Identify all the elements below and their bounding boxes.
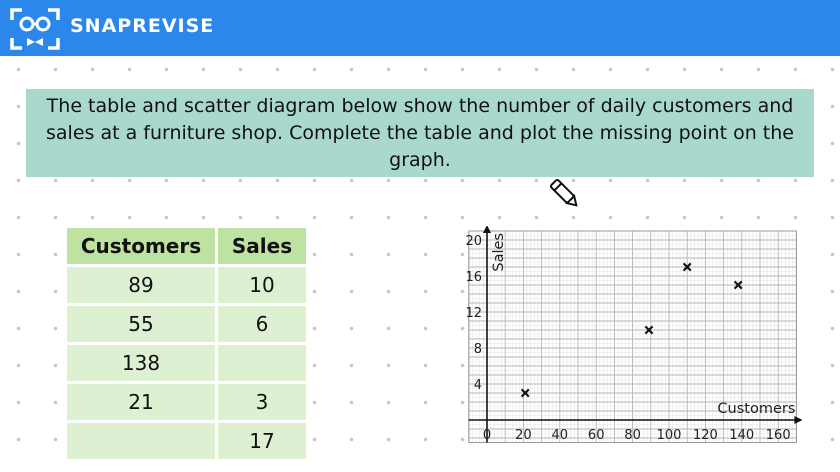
- logo-face-icon: [10, 8, 60, 50]
- x-tick-label: 60: [587, 428, 605, 443]
- y-tick-label: 12: [465, 306, 482, 321]
- header-bar: [0, 0, 840, 56]
- table-row: [67, 306, 306, 342]
- cell-customers: 21: [67, 384, 215, 420]
- y-axis-arrow: [483, 226, 491, 233]
- y-axis-label: Sales: [491, 233, 507, 272]
- table-row: [67, 384, 306, 420]
- header-sales: Sales: [218, 228, 306, 264]
- y-tick-label: 16: [465, 270, 482, 285]
- table-header-row: [67, 228, 306, 264]
- x-tick-label: 80: [624, 428, 641, 443]
- x-tick-label: 140: [729, 428, 755, 443]
- data-table: [64, 225, 309, 462]
- x-tick-label: 100: [656, 428, 682, 443]
- question-text: The table and scatter diagram below show the number of daily customers and sales at a furniture shop. Complete the table and plot the missing point on the graph.: [46, 95, 794, 171]
- cell-customers: 89: [67, 267, 215, 303]
- cell-sales: 17: [218, 423, 306, 459]
- x-tick-label: 40: [551, 428, 569, 443]
- y-tick-label: 8: [473, 342, 482, 357]
- cell-customers-empty[interactable]: [67, 423, 215, 459]
- cell-sales: 6: [218, 306, 306, 342]
- table-row: [67, 423, 306, 459]
- cell-sales: 10: [218, 267, 306, 303]
- cell-customers: 138: [67, 345, 215, 381]
- question-banner: [26, 89, 814, 177]
- x-tick-label: 0: [482, 428, 492, 443]
- pen-cursor-icon: [547, 176, 583, 212]
- cell-sales-empty[interactable]: [218, 345, 306, 381]
- logo-text: SNAPREVISE: [70, 15, 215, 37]
- x-axis-arrow: [794, 416, 802, 424]
- x-tick-label: 20: [515, 428, 532, 443]
- y-tick-label: 20: [465, 234, 482, 249]
- y-tick-label: 4: [473, 378, 482, 393]
- table-row: [67, 345, 306, 381]
- scatter-chart[interactable]: [450, 226, 802, 452]
- cell-sales: 3: [218, 384, 306, 420]
- cell-customers: 55: [67, 306, 215, 342]
- x-tick-label: 160: [765, 428, 791, 443]
- header-customers: Customers: [67, 228, 215, 264]
- x-axis-label: Customers: [717, 401, 796, 417]
- x-tick-label: 120: [692, 428, 718, 443]
- table-row: [67, 267, 306, 303]
